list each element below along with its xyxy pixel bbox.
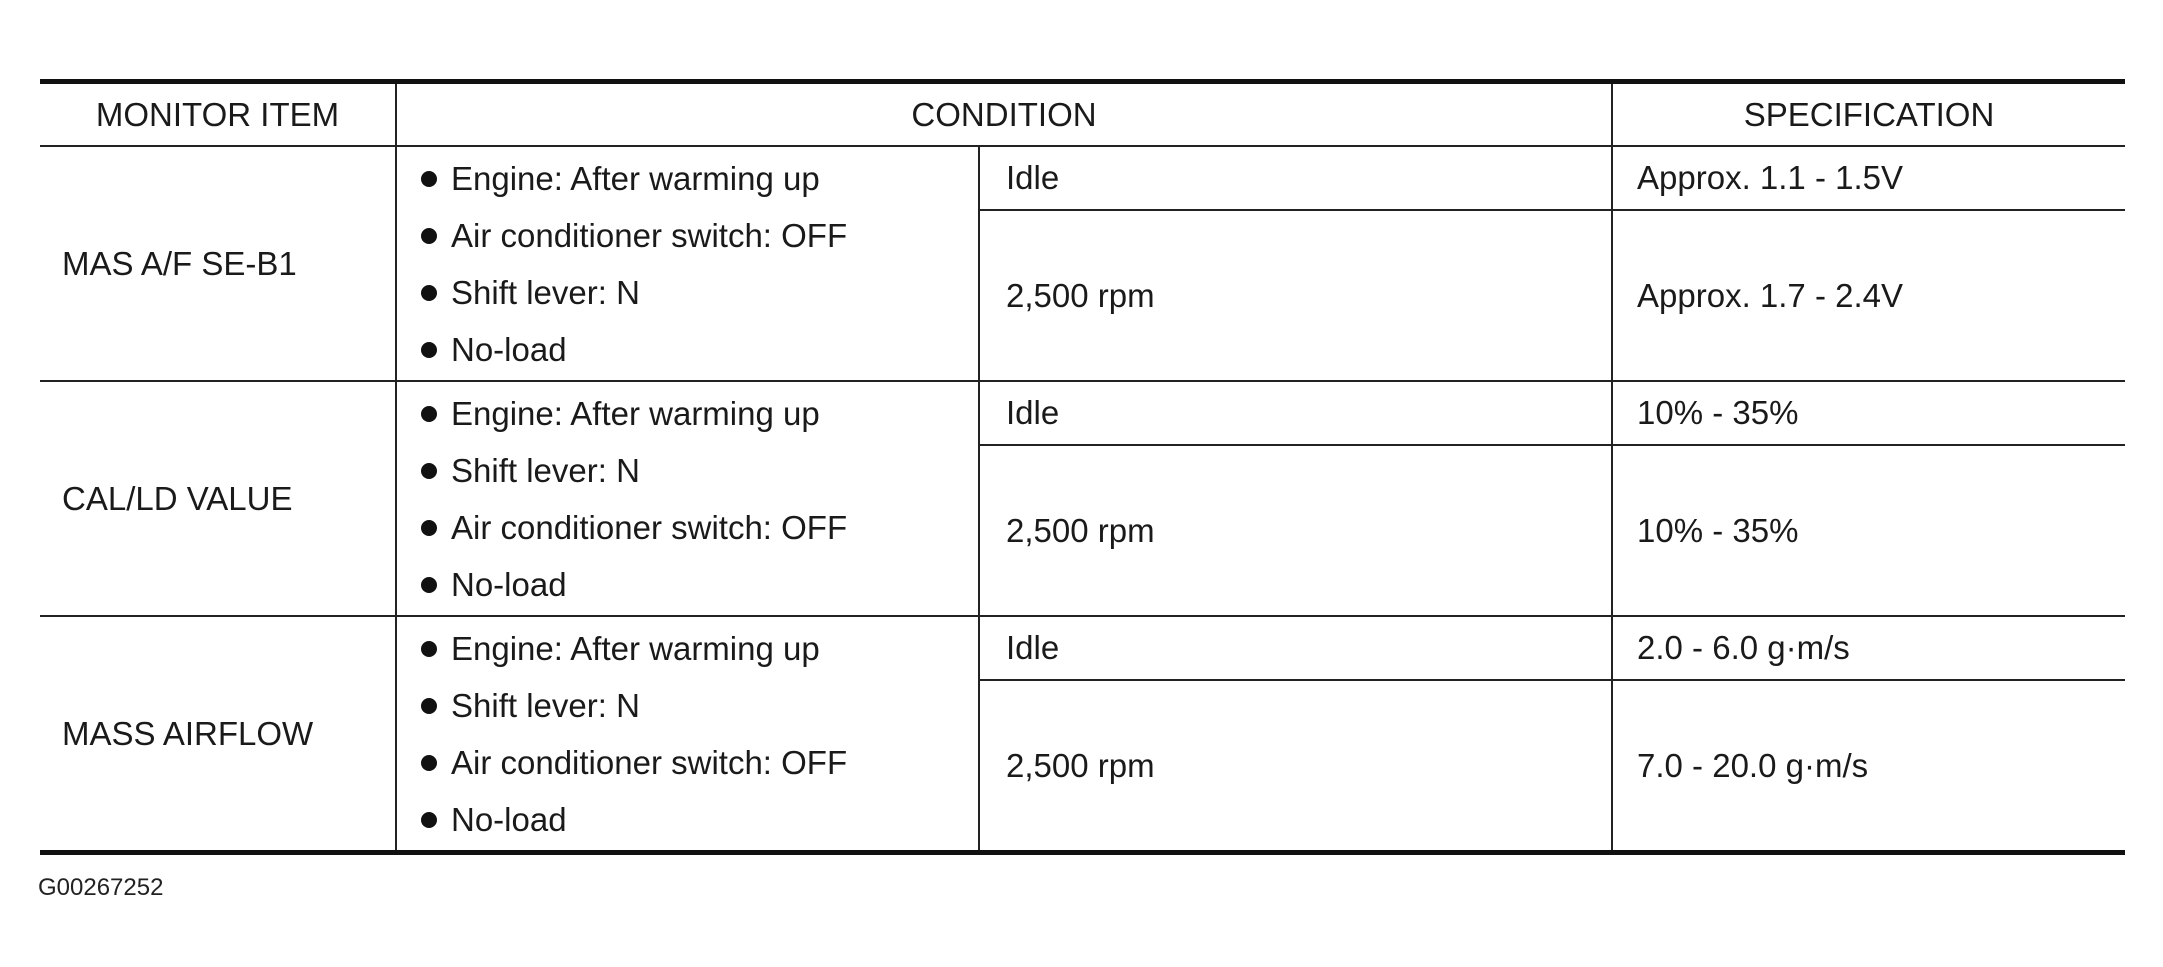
list-item bbox=[421, 677, 978, 734]
list-item bbox=[421, 791, 978, 848]
condition-list bbox=[421, 385, 978, 613]
list-item bbox=[421, 207, 978, 264]
list-item bbox=[421, 556, 978, 613]
condition-text: Shift lever: N bbox=[451, 273, 640, 311]
condition-text: No-load bbox=[451, 800, 567, 838]
condition-list-cell bbox=[396, 381, 979, 616]
rpm-label: 2,500 rpm bbox=[979, 680, 1612, 853]
idle-label: Idle bbox=[979, 616, 1612, 680]
header-row bbox=[40, 82, 2125, 147]
condition-text: Shift lever: N bbox=[451, 451, 640, 489]
rpm-spec: 7.0 - 20.0 g·m/s bbox=[1612, 680, 2125, 853]
condition-list-cell bbox=[396, 616, 979, 853]
header-specification: SPECIFICATION bbox=[1612, 82, 2125, 147]
list-item bbox=[421, 734, 978, 791]
monitor-item-name: MAS A/F SE-B1 bbox=[40, 146, 396, 381]
list-item bbox=[421, 321, 978, 378]
condition-text: No-load bbox=[451, 565, 567, 603]
condition-text: Shift lever: N bbox=[451, 686, 640, 724]
list-item bbox=[421, 385, 978, 442]
condition-list bbox=[421, 150, 978, 378]
monitor-item-name: CAL/LD VALUE bbox=[40, 381, 396, 616]
header-monitor-item: MONITOR ITEM bbox=[40, 82, 396, 147]
list-item bbox=[421, 442, 978, 499]
bullet-icon bbox=[421, 577, 437, 593]
bullet-icon bbox=[421, 171, 437, 187]
bullet-icon bbox=[421, 463, 437, 479]
idle-label: Idle bbox=[979, 381, 1612, 445]
condition-text: Engine: After warming up bbox=[451, 394, 820, 432]
list-item bbox=[421, 499, 978, 556]
idle-spec: 10% - 35% bbox=[1612, 381, 2125, 445]
bullet-icon bbox=[421, 342, 437, 358]
list-item bbox=[421, 150, 978, 207]
idle-spec: 2.0 - 6.0 g·m/s bbox=[1612, 616, 2125, 680]
idle-label: Idle bbox=[979, 146, 1612, 210]
table-row bbox=[40, 616, 2125, 680]
condition-list-cell bbox=[396, 146, 979, 381]
bullet-icon bbox=[421, 520, 437, 536]
list-item bbox=[421, 264, 978, 321]
bullet-icon bbox=[421, 812, 437, 828]
figure-id: G00267252 bbox=[38, 874, 164, 901]
bullet-icon bbox=[421, 755, 437, 771]
condition-text: Air conditioner switch: OFF bbox=[451, 508, 848, 546]
idle-spec: Approx. 1.1 - 1.5V bbox=[1612, 146, 2125, 210]
bullet-icon bbox=[421, 406, 437, 422]
rpm-spec: 10% - 35% bbox=[1612, 445, 2125, 616]
bullet-icon bbox=[421, 698, 437, 714]
table-row bbox=[40, 146, 2125, 210]
rpm-spec: Approx. 1.7 - 2.4V bbox=[1612, 210, 2125, 381]
monitor-item-name: MASS AIRFLOW bbox=[40, 616, 396, 853]
bullet-icon bbox=[421, 285, 437, 301]
rpm-label: 2,500 rpm bbox=[979, 445, 1612, 616]
condition-text: No-load bbox=[451, 330, 567, 368]
spec-table bbox=[40, 79, 2125, 855]
condition-text: Air conditioner switch: OFF bbox=[451, 743, 848, 781]
rpm-label: 2,500 rpm bbox=[979, 210, 1612, 381]
condition-text: Engine: After warming up bbox=[451, 159, 820, 197]
table-row bbox=[40, 381, 2125, 445]
condition-text: Air conditioner switch: OFF bbox=[451, 216, 848, 254]
condition-list bbox=[421, 620, 978, 848]
list-item bbox=[421, 620, 978, 677]
bullet-icon bbox=[421, 641, 437, 657]
condition-text: Engine: After warming up bbox=[451, 629, 820, 667]
header-condition: CONDITION bbox=[396, 82, 1612, 147]
bullet-icon bbox=[421, 228, 437, 244]
